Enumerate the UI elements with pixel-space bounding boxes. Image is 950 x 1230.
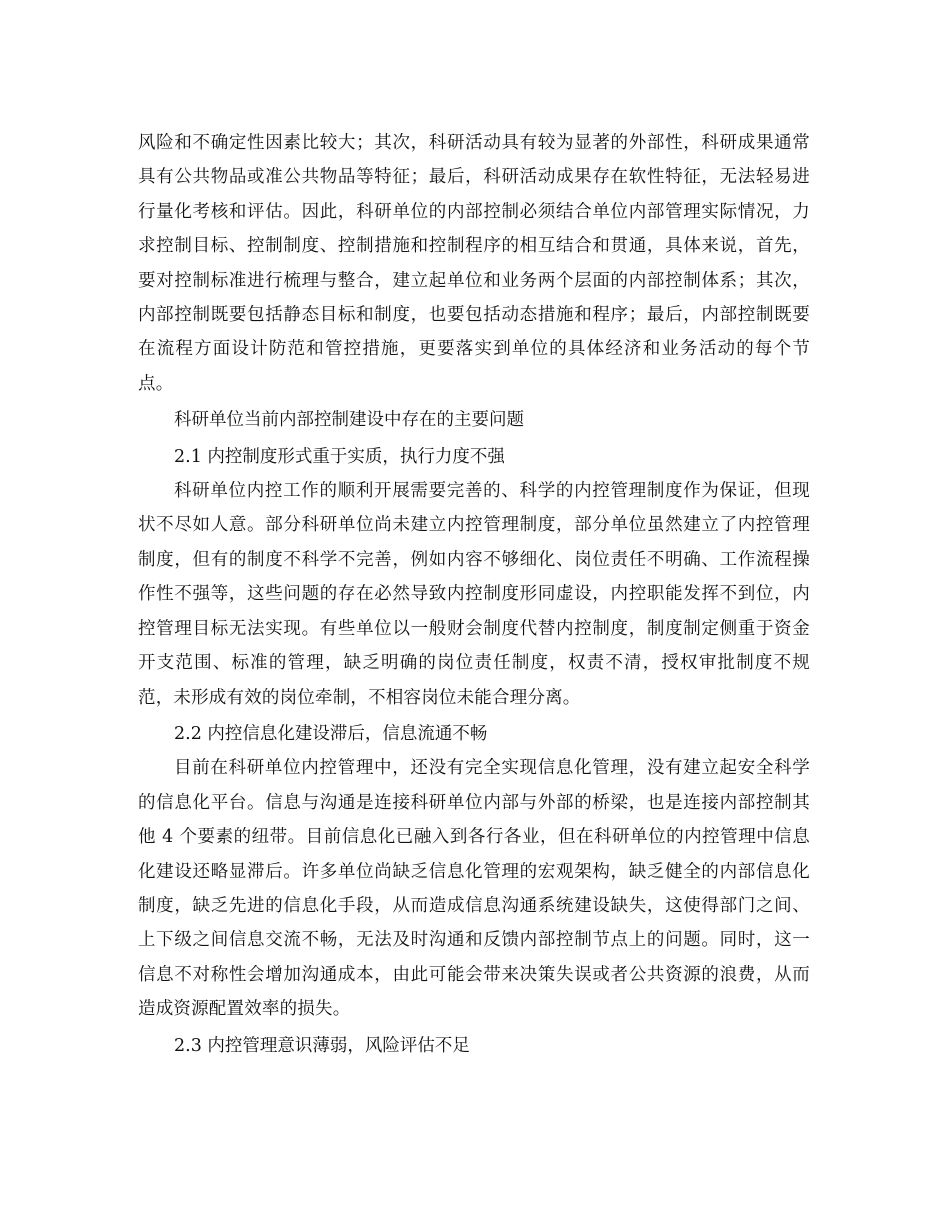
subsection-heading-2-3: 2.3 内控管理意识薄弱，风险评估不足 — [174, 1035, 470, 1056]
subsection-heading-2-1: 2.1 内控制度形式重于实质，执行力度不强 — [174, 446, 505, 467]
paragraph-2-1: 科研单位内控工作的顺利开展需要完善的、科学的内控管理制度作为保证，但现状不尽如人意。部分科研单位尚未建立内控管理制度，部分单位虽然建立了内控管理制度，但有的制度不科学不完善，例如内容不够细化、岗位责任不明确、工作流程操作性不强等，这些问题的存在必然导致内控制度形同虚设，内控职能发挥不到位，内控管理目标无法实现。有些单位以一般财会制度代替内控制度，制度制定侧重于资金开支范围、标准的管理，缺乏明确的岗位责任制度，权责不清，授权审批制度不规范，未形成有效的岗位牵制，不相容岗位未能合理分离。 — [138, 481, 810, 708]
subsection-heading-2-2: 2.2 内控信息化建设滞后，信息流通不畅 — [174, 723, 488, 744]
document-page — [138, 126, 810, 1063]
paragraph-2-2: 目前在科研单位内控管理中，还没有完全实现信息化管理，没有建立起安全科学的信息化平台。信息与沟通是连接科研单位内部与外部的桥梁，也是连接内部控制其他 4 个要素的纽带。目前信息化已融入到各行各业，但在科研单位的内控管理中信息化建设还略显滞后。许多单位尚缺乏信息化管理的宏观架构，缺乏健全的内部信息化制度，缺乏先进的信息化手段，从而造成信息沟通系统建设缺失，这使得部门之间、上下级之间信息交流不畅，无法及时沟通和反馈内部控制节点上的问题。同时，这一信息不对称性会增加沟通成本，由此可能会带来决策失误或者公共资源的浪费，从而造成资源配置效率的损失。 — [138, 758, 810, 1020]
paragraph-continuation: 风险和不确定性因素比较大；其次，科研活动具有较为显著的外部性，科研成果通常具有公共物品或准公共物品等特征；最后，科研活动成果存在软性特征，无法轻易进行量化考核和评估。因此，科研单位的内部控制必须结合单位内部管理实际情况，力求控制目标、控制制度、控制措施和控制程序的相互结合和贯通，具体来说，首先，要对控制标准进行梳理与整合，建立起单位和业务两个层面的内部控制体系；其次，内部控制既要包括静态目标和制度，也要包括动态措施和程序；最后，内部控制既要在流程方面设计防范和管控措施，更要落实到单位的具体经济和业务活动的每个节点。 — [138, 133, 810, 394]
section-heading-problems: 科研单位当前内部控制建设中存在的主要问题 — [174, 410, 524, 431]
